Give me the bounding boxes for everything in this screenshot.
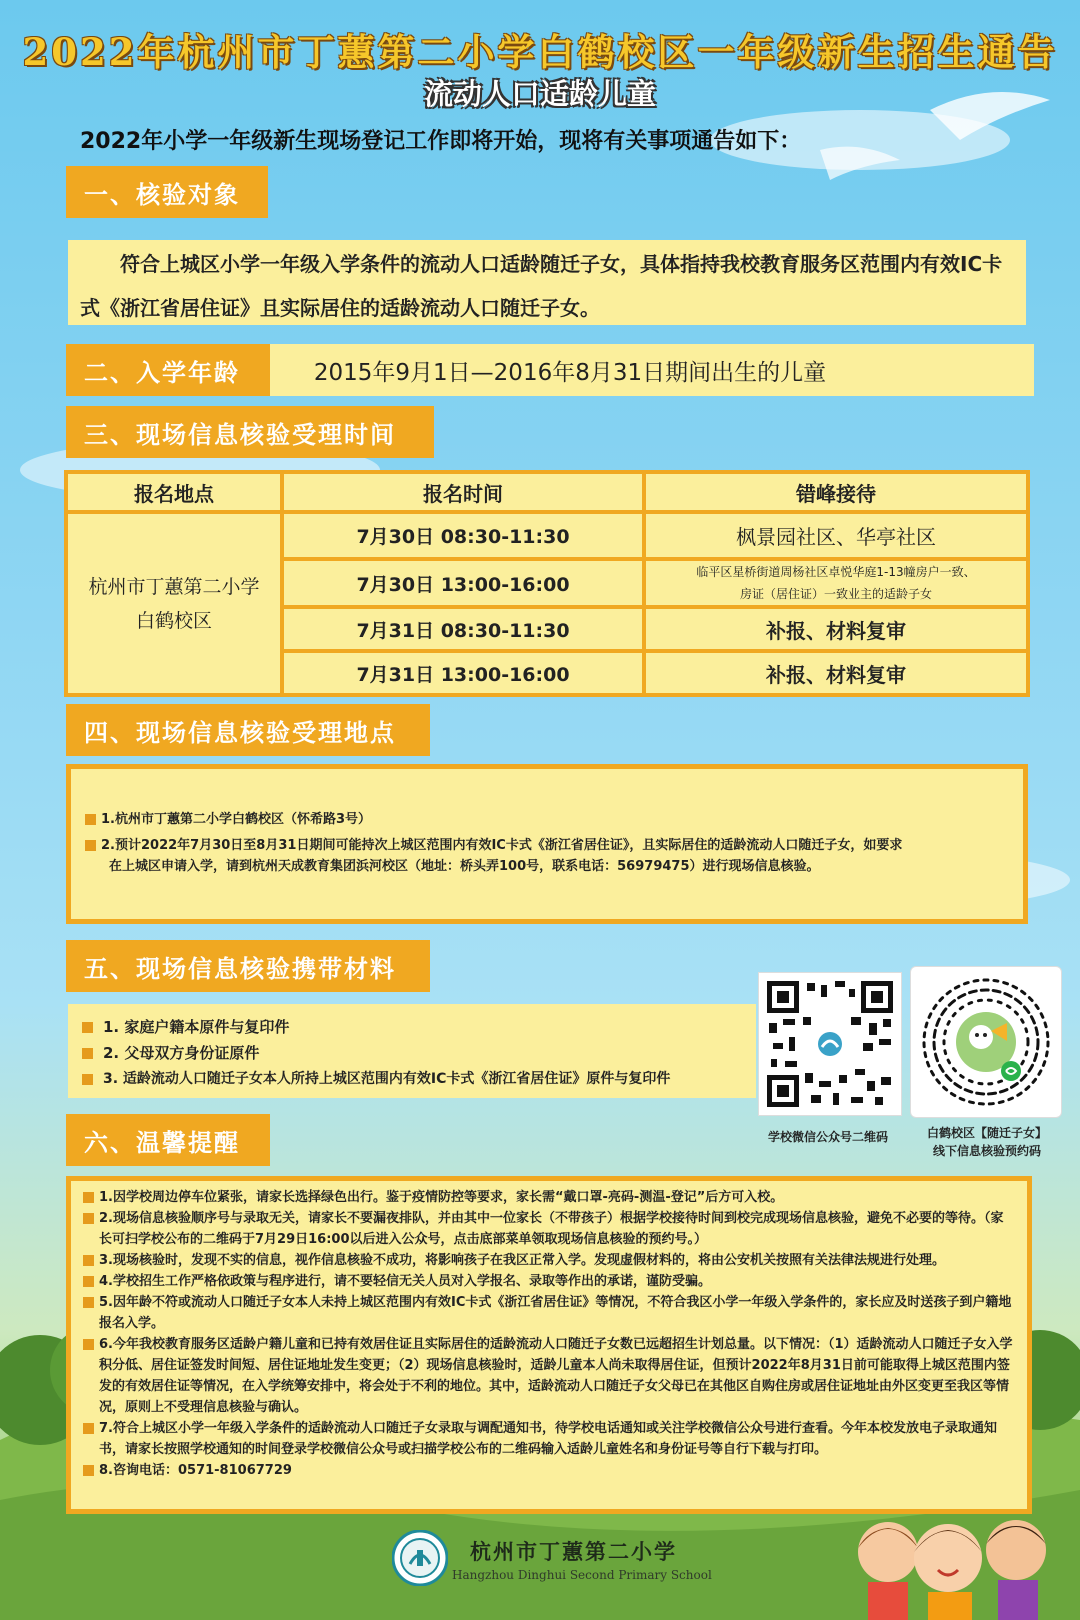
- list-item: 1.杭州市丁蕙第二小学白鹤校区（怀希路3号）: [85, 809, 1007, 830]
- section-4-heading: 四、现场信息核验受理地点: [66, 704, 430, 756]
- list-item: 1.因学校周边停车位紧张，请家长选择绿色出行。鉴于疫情防控等要求，家长需“戴口罩-亮码-测温-登记”后方可入校。: [83, 1187, 1015, 1208]
- reception-cell: 枫景园社区、华亭社区: [646, 514, 1026, 557]
- section-1-body: 符合上城区小学一年级入学条件的流动人口适龄随迁子女，具体指持我校教育服务区范围内有效IC卡式《浙江省居住证》且实际居住的适龄流动人口随迁子女。: [80, 252, 1003, 320]
- bullet-square-icon: [83, 1339, 94, 1350]
- time-cell: 7月31日 13:00-16:00: [284, 653, 642, 693]
- list-item: 3.现场核验时，发现不实的信息，视作信息核验不成功，将影响孩子在我区正常入学。发现虚假材料的，将由公安机关按照有关法律法规进行处理。: [83, 1250, 1015, 1271]
- list-item: 8.咨询电话：0571-81067729: [83, 1460, 1015, 1481]
- section-1-box: [68, 240, 1026, 325]
- reception-line: 房证（居住证）一致业主的适龄子女: [739, 587, 932, 601]
- list-item: 6.今年我校教育服务区适龄户籍儿童和已持有效居住证且实际居住的适龄流动人口随迁子女数已远超招生计划总量。以下情况：（1）适龄流动人口随迁子女入学积分低、居住证签发时间短、居住证地址发生变更；（2）现场信息核验时，适龄儿童本人尚未取得居住证，但预计2022年8月31日前可能取得上城区范围内签发的有效居住证等情况，在入学统筹安排中，将会处于不利的地位。其中，适龄流动人口随迁子女父母已在其他区自购住房或居住证地址由外区变更至我区等情况，原则上不受理信息核验与确认。: [83, 1334, 1015, 1418]
- list-item: 3. 适龄流动人口随迁子女本人所持上城区范围内有效IC卡式《浙江省居住证》原件与复印件: [82, 1066, 746, 1092]
- table-header: 报名时间: [284, 474, 642, 510]
- section-3-heading: 三、现场信息核验受理时间: [66, 406, 434, 458]
- cartoon-children-illustration: [838, 1500, 1078, 1620]
- list-item: 1. 家庭户籍本原件与复印件: [82, 1014, 746, 1040]
- list-item: 5.因年龄不符或流动人口随迁子女本人未持上城区范围内有效IC卡式《浙江省居住证》等情况，不符合我区小学一年级入学条件的，家长应及时送孩子到户籍地报名入学。: [83, 1292, 1015, 1334]
- bullet-square-icon: [82, 1074, 93, 1085]
- section-6-heading: 六、温馨提醒: [66, 1114, 270, 1166]
- bullet-square-icon: [83, 1192, 94, 1203]
- bullet-square-icon: [85, 814, 96, 825]
- section-2-heading: 二、入学年龄: [66, 344, 270, 396]
- school-logo: [392, 1530, 448, 1586]
- main-title: 2022年杭州市丁蕙第二小学白鹤校区一年级新生招生通告: [22, 30, 1058, 74]
- list-item: 4.学校招生工作严格依政策与程序进行，请不要轻信无关人员对入学报名、录取等作出的承诺，谨防受骗。: [83, 1271, 1015, 1292]
- schedule-table: [64, 470, 1030, 697]
- school-wechat-qr-code[interactable]: [758, 972, 902, 1116]
- bullet-square-icon: [82, 1022, 93, 1033]
- bullet-square-icon: [83, 1276, 94, 1287]
- location-line: 白鹤校区: [135, 609, 212, 632]
- sub-title: 流动人口适龄儿童: [423, 77, 656, 111]
- section-5-heading: 五、现场信息核验携带材料: [66, 940, 430, 992]
- time-cell: 7月30日 13:00-16:00: [284, 561, 642, 605]
- time-cell: 7月30日 08:30-11:30: [284, 514, 642, 557]
- school-qr-caption: 学校微信公众号二维码: [767, 1130, 888, 1144]
- schedule-table-wrap: [64, 470, 1030, 688]
- location-cell: [68, 514, 280, 693]
- section-1-heading: 一、核验对象: [66, 166, 268, 218]
- bullet-square-icon: [83, 1213, 94, 1224]
- list-item: 2.现场信息核验顺序号与录取无关，请家长不要漏夜排队，并由其中一位家长（不带孩子）根据学校接待时间到校完成现场信息核验，避免不必要的等待。（家长可扫学校公布的二维码于7月29日16:00以后进入公众号，点击底部菜单领取现场信息核验的预约号。）: [83, 1208, 1015, 1250]
- table-header: 报名地点: [68, 474, 280, 510]
- footer-school-english: Hangzhou Dinghui Second Primary School: [452, 1568, 712, 1582]
- bullet-square-icon: [85, 840, 96, 851]
- appointment-mini-program-code[interactable]: [910, 966, 1062, 1118]
- bullet-square-icon: [83, 1423, 94, 1434]
- intro-text: 2022年小学一年级新生现场登记工作即将开始，现将有关事项通告如下：: [80, 129, 802, 154]
- reception-cell: 补报、材料复审: [646, 653, 1026, 693]
- reception-line: 临平区星桥街道周杨社区卓悦华庭1-13幢房户一致、: [696, 565, 976, 579]
- list-item: 2.预计2022年7月30日至8月31日期间可能持次上城区范围内有效IC卡式《浙江省居住证》，且实际居住的适龄流动人口随迁子女，如要求: [85, 835, 1007, 856]
- bullet-square-icon: [83, 1297, 94, 1308]
- list-item: 7.符合上城区小学一年级入学条件的适龄流动人口随迁子女录取与调配通知书，待学校电话通知或关注学校微信公众号进行查看。今年本校发放电子录取通知书，请家长按照学校通知的时间登录学校微信公众号或扫描学校公布的二维码输入适龄儿童姓名和身份证号等自行下载与打印。: [83, 1418, 1015, 1460]
- list-item: 2. 父母双方身份证原件: [82, 1040, 746, 1066]
- bullet-square-icon: [82, 1048, 93, 1059]
- table-header: 错峰接待: [646, 474, 1026, 510]
- reception-cell: [646, 561, 1026, 605]
- list-item-continued: 在上城区申请入学，请到杭州天成教育集团浜河校区（地址：桥头弄100号，联系电话：56979475）进行现场信息核验。: [109, 859, 820, 874]
- appointment-qr-caption: 白鹤校区【随迁子女】 线下信息核验预约码: [926, 1126, 1047, 1158]
- mini-program-code-icon: [911, 967, 1061, 1117]
- bullet-square-icon: [83, 1255, 94, 1266]
- section-4-box: [66, 764, 1028, 924]
- reception-cell: 补报、材料复审: [646, 609, 1026, 649]
- bullet-square-icon: [83, 1465, 94, 1476]
- section-5-box: [68, 1004, 756, 1098]
- footer-school-name: 杭州市丁蕙第二小学: [470, 1539, 677, 1564]
- qr-code-icon: [759, 973, 901, 1115]
- section-2-body: 2015年9月1日—2016年8月31日期间出生的儿童: [313, 359, 827, 386]
- section-6-box: [66, 1176, 1032, 1514]
- location-line: 杭州市丁蕙第二小学: [88, 575, 260, 598]
- school-logo-icon: [392, 1530, 448, 1586]
- time-cell: 7月31日 08:30-11:30: [284, 609, 642, 649]
